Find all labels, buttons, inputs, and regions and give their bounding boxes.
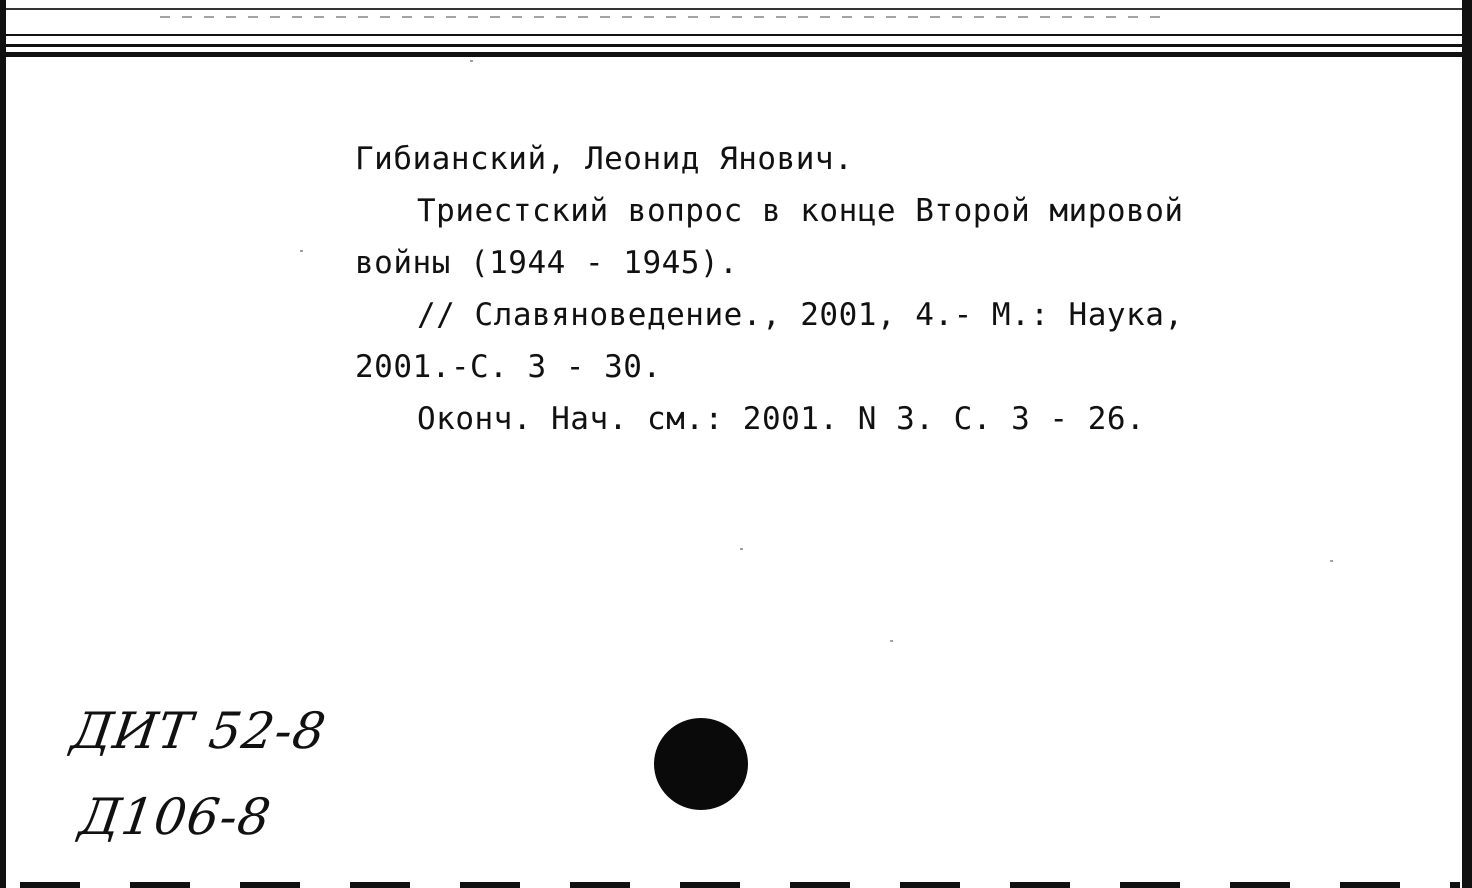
scan-speckle	[740, 548, 743, 550]
top-rule	[6, 34, 1462, 36]
scan-speckle	[300, 250, 303, 252]
bibliographic-entry	[355, 133, 1295, 445]
note-line: Оконч. Нач. см.: 2001. N 3. С. 3 - 26.	[417, 401, 1146, 437]
source-line-continued: 2001.-С. 3 - 30.	[355, 349, 662, 385]
top-rule-thick	[6, 52, 1462, 57]
author-line: Гибианский, Леонид Янович.	[355, 141, 854, 177]
handwritten-shelfmark: ДИТ 52-8	[67, 702, 330, 760]
top-dashed-line	[160, 16, 1160, 18]
card-left-edge	[0, 0, 6, 888]
source-line: // Славяноведение., 2001, 4.- М.: Наука,	[417, 297, 1184, 333]
card-right-edge	[1462, 0, 1472, 888]
punch-hole	[654, 718, 748, 810]
scan-speckle	[890, 640, 893, 642]
handwritten-shelfmark: Д106-8	[75, 788, 275, 846]
scan-speckle	[1330, 560, 1333, 562]
title-line: Триестский вопрос в конце Второй мировой	[417, 193, 1184, 229]
bottom-dashed-line	[20, 882, 1460, 888]
top-rule-thin	[6, 8, 1462, 10]
scan-speckle	[470, 60, 473, 62]
title-line-continued: войны (1944 - 1945).	[355, 245, 739, 281]
top-rule	[6, 44, 1462, 47]
